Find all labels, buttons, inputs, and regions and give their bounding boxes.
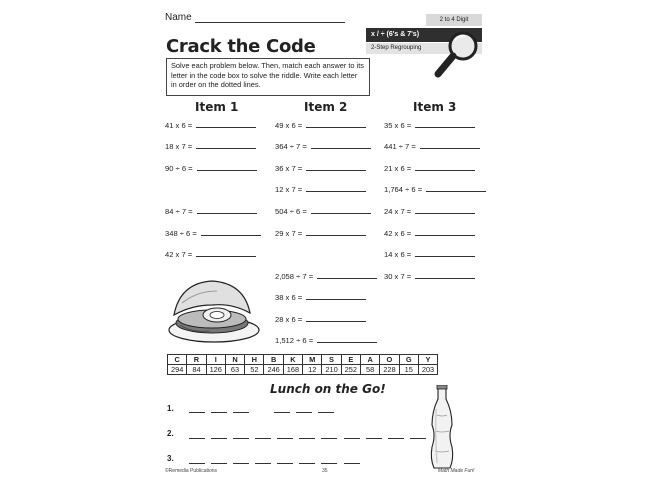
letter-blank[interactable]: [233, 463, 249, 464]
code-number: 12: [303, 365, 322, 375]
sandwich-illustration: [162, 275, 262, 345]
code-letter: A: [360, 355, 379, 365]
footer-page-number: 35: [322, 468, 328, 474]
riddle-row-label: 1.: [167, 404, 174, 413]
code-number: 84: [187, 365, 206, 375]
letter-blank[interactable]: [366, 438, 382, 439]
letter-blank[interactable]: [296, 412, 312, 413]
problem[interactable]: 41 x 6 =: [165, 121, 256, 130]
name-line[interactable]: [195, 22, 345, 23]
code-number: 168: [283, 365, 302, 375]
letter-blank[interactable]: [189, 412, 205, 413]
code-number: 203: [418, 365, 437, 375]
code-letters-row: [168, 355, 438, 365]
letter-blank[interactable]: [189, 438, 205, 439]
code-number: 294: [168, 365, 187, 375]
code-letter: H: [245, 355, 264, 365]
problem[interactable]: 504 ÷ 6 =: [275, 207, 371, 216]
grade-tag: 2 to 4 Digit: [426, 14, 482, 26]
letter-blank[interactable]: [211, 438, 227, 439]
letter-blank[interactable]: [274, 412, 290, 413]
item-1-heading: Item 1: [195, 100, 239, 114]
riddle-row-label: 2.: [167, 429, 174, 438]
problem[interactable]: 1,512 ÷ 6 =: [275, 336, 377, 345]
footer-publisher: ©Remedia Publications: [165, 468, 218, 474]
problem[interactable]: 14 x 6 =: [384, 250, 475, 259]
problem[interactable]: 36 x 7 =: [275, 164, 366, 173]
code-number: 252: [341, 365, 360, 375]
problem[interactable]: 348 ÷ 6 =: [165, 229, 261, 238]
code-letter: G: [399, 355, 418, 365]
problem[interactable]: 90 ÷ 6 =: [165, 164, 257, 173]
footer-series: Math Made Fun!: [438, 468, 475, 474]
code-number: 210: [322, 365, 341, 375]
code-numbers-row: [168, 365, 438, 375]
code-box: [167, 354, 438, 375]
problem[interactable]: 441 ÷ 7 =: [384, 142, 480, 151]
magnifier-icon: [432, 28, 482, 82]
code-number: 63: [225, 365, 244, 375]
code-letter: K: [283, 355, 302, 365]
code-letter: I: [206, 355, 225, 365]
code-letter: S: [322, 355, 341, 365]
code-letter: N: [225, 355, 244, 365]
code-number: 15: [399, 365, 418, 375]
problem[interactable]: 30 x 7 =: [384, 272, 475, 281]
code-letter: Y: [418, 355, 437, 365]
letter-blank[interactable]: [189, 463, 205, 464]
letter-blank[interactable]: [299, 463, 315, 464]
code-number: 52: [245, 365, 264, 375]
letter-blank[interactable]: [299, 438, 315, 439]
code-number: 228: [380, 365, 399, 375]
code-number: 58: [360, 365, 379, 375]
code-letter: O: [380, 355, 399, 365]
item-3-heading: Item 3: [413, 100, 457, 114]
problem[interactable]: 84 ÷ 7 =: [165, 207, 257, 216]
letter-blank[interactable]: [388, 438, 404, 439]
instructions-box: Solve each problem below. Then, match each answer to its letter in the code box to solve the riddle. Write each letter in order on the dotted lines.: [166, 58, 370, 96]
problem[interactable]: 18 x 7 =: [165, 142, 256, 151]
problem[interactable]: 29 x 7 =: [275, 229, 366, 238]
item-2-heading: Item 2: [304, 100, 348, 114]
page-title: Crack the Code: [166, 36, 316, 57]
problem[interactable]: 364 ÷ 7 =: [275, 142, 371, 151]
letter-blank[interactable]: [277, 438, 293, 439]
problem[interactable]: 28 x 6 =: [275, 315, 366, 324]
letter-blank[interactable]: [211, 463, 227, 464]
letter-blank[interactable]: [255, 463, 271, 464]
problem[interactable]: 42 x 6 =: [384, 229, 475, 238]
letter-blank[interactable]: [318, 412, 334, 413]
code-letter: B: [264, 355, 283, 365]
letter-blank[interactable]: [233, 412, 249, 413]
sub-skill-label: 2-Step Regrouping: [366, 43, 482, 54]
letter-blank[interactable]: [321, 463, 337, 464]
problem[interactable]: 24 x 7 =: [384, 207, 475, 216]
problem[interactable]: 42 x 7 =: [165, 250, 256, 259]
letter-blank[interactable]: [277, 463, 293, 464]
problem[interactable]: 21 x 6 =: [384, 164, 475, 173]
letter-blank[interactable]: [233, 438, 249, 439]
code-letter: M: [303, 355, 322, 365]
code-letter: R: [187, 355, 206, 365]
riddle-row-label: 3.: [167, 454, 174, 463]
name-label: Name: [165, 12, 192, 23]
problem[interactable]: 35 x 6 =: [384, 121, 475, 130]
riddle-title: Lunch on the Go!: [270, 382, 386, 396]
letter-blank[interactable]: [211, 412, 227, 413]
code-letter: C: [168, 355, 187, 365]
problem[interactable]: 12 x 7 =: [275, 185, 366, 194]
problem[interactable]: 49 x 6 =: [275, 121, 366, 130]
letter-blank[interactable]: [344, 463, 360, 464]
letter-blank[interactable]: [321, 438, 337, 439]
problem[interactable]: 38 x 6 =: [275, 293, 366, 302]
problem[interactable]: 1,764 ÷ 6 =: [384, 185, 486, 194]
problem[interactable]: 2,058 ÷ 7 =: [275, 272, 377, 281]
letter-blank[interactable]: [344, 438, 360, 439]
soda-bottle-illustration: [423, 385, 461, 470]
code-number: 126: [206, 365, 225, 375]
code-number: 246: [264, 365, 283, 375]
letter-blank[interactable]: [255, 438, 271, 439]
code-letter: E: [341, 355, 360, 365]
skill-label: x / ÷ (6's & 7's): [366, 28, 482, 42]
